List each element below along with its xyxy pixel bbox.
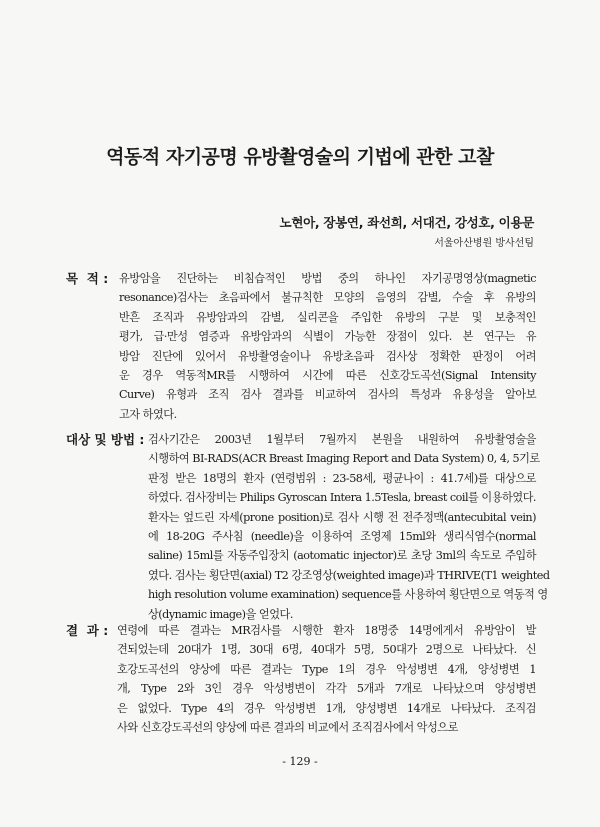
results-body — [117, 621, 536, 737]
body-text-line: 개, Type 2와 3인 경우 악성병변이 각각 5개과 7개로 나타났으며 양성병변 — [117, 682, 536, 696]
body-text-line: 시행하여 BI-RADS(ACR Breast Imaging Report and Data System) 0, 4, 5기로 — [148, 452, 540, 466]
body-text-line: 사와 신호강도곡선의 양상에 따른 결과의 비교에서 조직검사에서 악성으로 — [117, 720, 458, 734]
body-text-line: 검사기간은 2003년 1월부터 7월까지 본원을 내원하여 유방촬영술을 — [148, 433, 536, 446]
affiliation: 서울아산병원 방사선팀 — [434, 238, 534, 249]
body-text-line: 판정 받은 18명의 환자 (연령범위 : 23-58세, 평균나이 : 41.7세)를 대상으로 — [148, 471, 536, 485]
body-text-line: 평가, 급·만성 염증과 유방암과의 식별이 가능한 장점이 있다. 본 연구는 유 — [119, 330, 536, 344]
body-text-line: 견되었는데 20대가 1명, 30대 6명, 40대가 5명, 50대가 2명으로 나타났다. 신 — [117, 643, 536, 657]
body-text-line: 환자는 엎드린 자세(prone position)로 검사 시행 전 전주정맥(antecubital vein) — [148, 510, 536, 524]
body-text-line: 운 경우 역동적MR를 시행하여 시간에 따른 신호강도곡선(Signal Intensity — [119, 368, 536, 382]
body-text-line: 에 18-20G 주사침 (needle)을 이용하여 조영제 15ml와 생리식염수(normal — [148, 529, 536, 543]
body-text-line: 하였다. 검사장비는 Philips Gyroscan Intera 1.5Tesla, breast coil를 이용하였다. — [148, 491, 536, 505]
body-text-line: 상(dynamic image)을 얻었다. — [148, 607, 293, 621]
body-text-line: 호강도곡선의 양상에 따른 결과는 Type 1의 경우 악성병변 4개, 양성병변 1 — [117, 662, 536, 676]
body-text-line: 연령에 따른 결과는 MR검사를 시행한 환자 18명중 14명에게서 유방암이 발 — [117, 624, 536, 637]
author-list: 노현아, 장봉연, 좌선희, 서대건, 강성호, 이용문 — [279, 215, 534, 230]
page-number: - 129 - — [282, 755, 318, 768]
body-text-line: Curve) 유형과 조직 검사 결과를 비교하여 검사의 특성과 유용성을 알아보 — [119, 388, 536, 402]
purpose-label: 목 적 : — [66, 271, 109, 286]
body-text-line: 였다. 검사는 횡단면(axial) T2 강조영상(weighted image)과 THRIVE(T1 weighted — [148, 568, 550, 582]
paper-title: 역동적 자기공명 유방촬영술의 기법에 관한 고찰 — [106, 146, 494, 168]
methods-label: 대상 및 방법 : — [66, 432, 145, 447]
body-text-line: resonance)검사는 초음파에서 불규칙한 모양의 음영의 감별, 수술 후 유방의 — [119, 291, 536, 305]
body-text-line: 반흔 조직과 유방암과의 감별, 실리콘을 주입한 유방의 구분 및 보충적인 — [119, 310, 536, 324]
methods-body — [148, 430, 550, 624]
body-text-line: high resolution volume examination) sequence를 사용하여 횡단면으로 역동적 영 — [148, 588, 548, 602]
results-label: 결 과 : — [66, 623, 109, 638]
body-text-line: 은 없었다. Type 4의 경우 악성병변 1개, 양성병변 14개로 나타났다. 조직검 — [117, 701, 536, 715]
body-text-line: saline) 15ml를 자동주입장치 (aotomatic injector)로 초당 3ml의 속도로 주입하 — [148, 549, 536, 563]
body-text-line: 유방암을 진단하는 비침습적인 방법 중의 하나인 자기공명영상(magnetic — [119, 272, 536, 285]
body-text-line: 고자 하였다. — [119, 407, 177, 421]
purpose-body — [119, 269, 536, 424]
body-text-line: 방암 진단에 있어서 유방촬영술이나 유방초음파 검사상 정확한 판정이 어려 — [119, 349, 536, 363]
